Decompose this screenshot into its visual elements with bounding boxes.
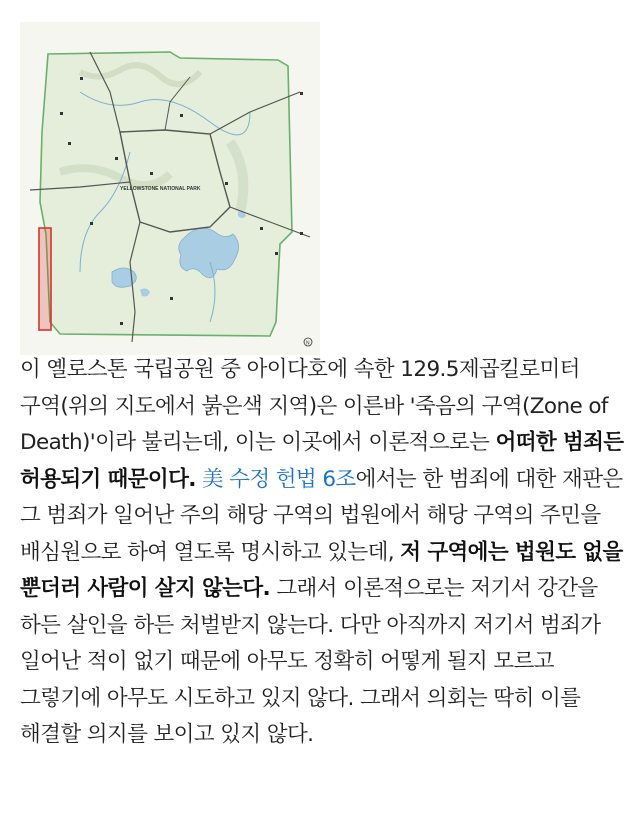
text-conclusion: 그래서 이론적으로는 저기서 강간을 하든 살인을 하든 처벌받지 않는다. 다만 아직까지 저기서 범죄가 일어난 적이 없기 때문에 아무도 정확히 어떻게 될지 모르고 그렇기에 아무도 시도하고 있지 않다. 그래서 의회는 딱히 이를 해결할 의지를 보이고 있지 않다. xyxy=(20,576,601,747)
text-bold-crime-allowed: 어떠한 범죄든 허용되기 때문이다. xyxy=(20,430,624,492)
text-bold-no-court: 저 구역에는 법원도 없을 뿐더러 사람이 살지 않는다. xyxy=(20,539,623,601)
compass-label: N xyxy=(306,340,310,347)
text-intro: 이 옐로스톤 국립공원 중 아이다호에 속한 129.5제곱킬로미터 구역(위의 지도에서 붉은색 지역)은 이른바 '죽음의 구역(Zone of Death)'이라 불리는데, 이는 이곳에서 이론적으로는 xyxy=(20,357,608,455)
zone-of-death-highlight xyxy=(39,228,51,330)
text-amendment-explanation: 에서는 한 범죄에 대한 재판은 그 범죄가 일어난 주의 해당 구역의 법원에서 해당 구역의 주민을 배심원으로 하여 열도록 명시하고 있는데, xyxy=(20,466,623,565)
park-boundary xyxy=(40,52,292,336)
article-body xyxy=(20,352,624,754)
park-label: YELLOWSTONE NATIONAL PARK xyxy=(120,186,201,192)
yellowstone-map xyxy=(20,22,320,355)
article-paragraph xyxy=(20,352,624,754)
map-svg xyxy=(20,22,320,355)
sixth-amendment-link[interactable]: 美 수정 헌법 6조 xyxy=(202,466,356,492)
